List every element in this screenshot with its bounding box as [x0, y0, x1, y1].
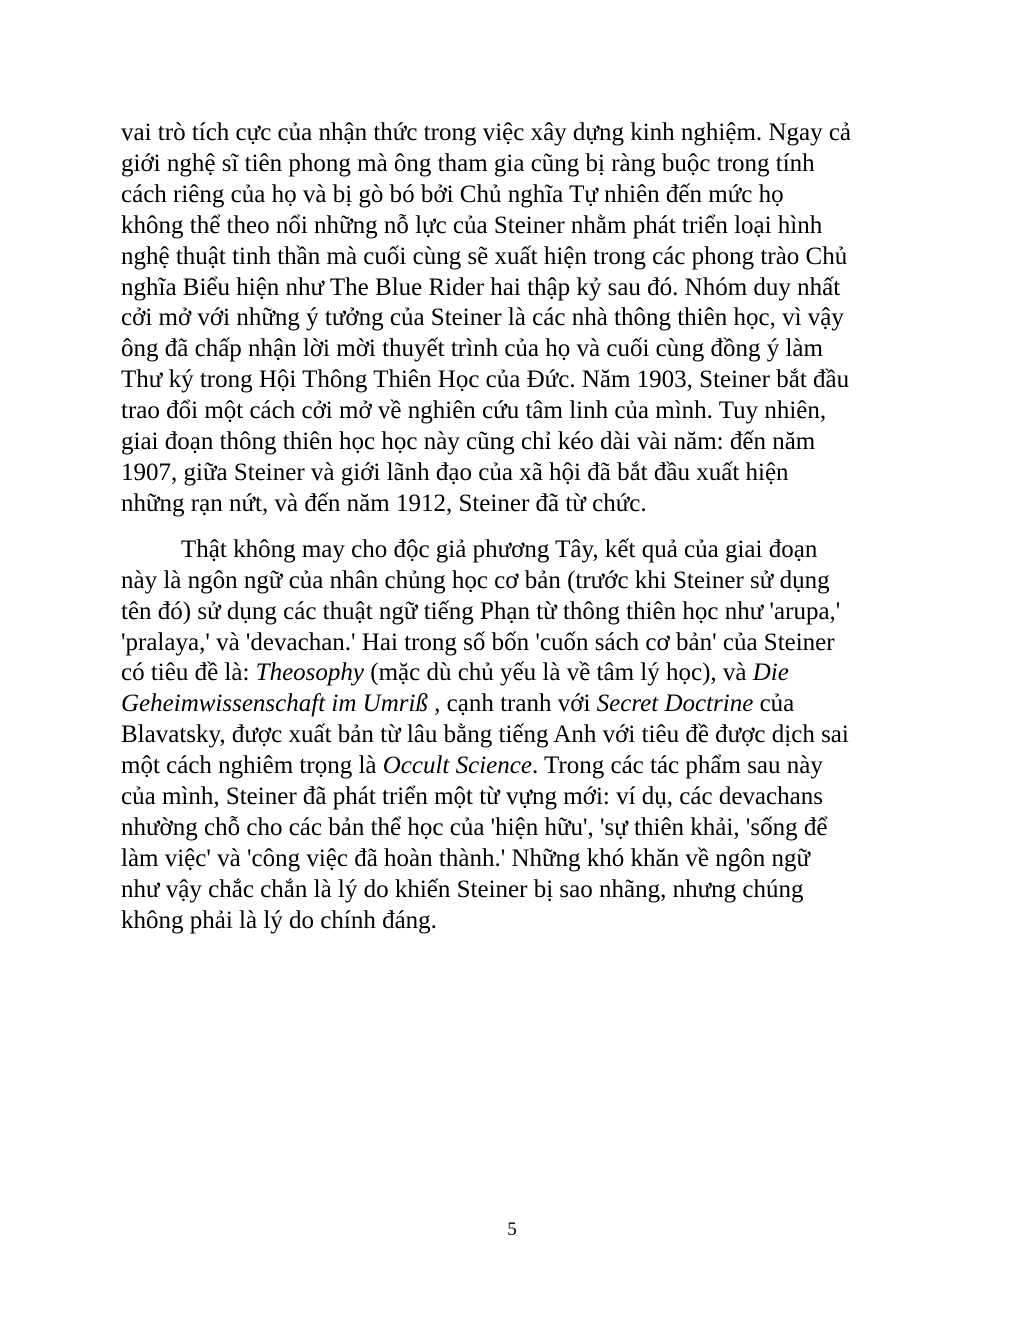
text-run: Blavatsky, được xuất bản từ lâu bằng tiếng Anh với tiêu đề được dịch sai — [121, 721, 849, 749]
text-line — [121, 273, 921, 304]
page-number: 5 — [507, 1219, 517, 1240]
text-line — [121, 875, 921, 906]
text-line — [121, 720, 921, 751]
text-run: cách riêng của họ và bị gò bó bởi Chủ nghĩa Tự nhiên đến mức họ — [121, 180, 784, 208]
text-run: ông đã chấp nhận lời mời thuyết trình của họ và cuối cùng đồng ý làm — [121, 335, 823, 363]
text-run: nhường chỗ cho các bản thể học của 'hiện hữu', 'sự thiên khải, 'sống để — [121, 813, 828, 841]
text-run: giai đoạn thông thiên học học này cũng chỉ kéo dài vài năm: đến năm — [121, 428, 816, 456]
text-run: 'pralaya,' và 'devachan.' Hai trong số bốn 'cuốn sách cơ bản' của Steiner — [121, 628, 835, 656]
text-run: Thư ký trong Hội Thông Thiên Học của Đức. Năm 1903, Steiner bắt đầu — [121, 366, 850, 394]
text-line — [121, 689, 921, 720]
text-line — [121, 535, 921, 566]
text-line — [121, 180, 921, 211]
text-run: tên đó) sử dụng các thuật ngữ tiếng Phạn từ thông thiên học như 'arupa,' — [121, 597, 841, 625]
text-line — [121, 489, 921, 520]
text-line — [121, 813, 921, 844]
text-run: không thể theo nổi những nỗ lực của Steiner nhằm phát triển loại hình — [121, 211, 823, 239]
text-line — [121, 566, 921, 597]
text-run: . Trong các tác phẩm sau này — [531, 752, 823, 780]
text-line — [121, 782, 921, 813]
text-run: một cách nghiêm trọng là — [121, 752, 383, 780]
text-line — [121, 118, 921, 149]
italic-title: Occult Science — [382, 752, 532, 780]
italic-title: Secret Doctrine — [596, 690, 754, 718]
text-line — [121, 628, 921, 659]
text-run: của mình, Steiner đã phát triển một từ vựng mới: ví dụ, các devachans — [121, 783, 823, 811]
text-line — [121, 334, 921, 365]
text-line — [121, 597, 921, 628]
text-line — [121, 211, 921, 242]
text-run: vai trò tích cực của nhận thức trong việc xây dựng kinh nghiệm. Ngay cả — [121, 119, 852, 146]
text-run: như vậy chắc chắn là lý do khiến Steiner bị sao nhãng, nhưng chúng — [121, 875, 804, 903]
text-line — [121, 844, 921, 875]
text-run: này là ngôn ngữ của nhân chủng học cơ bản (trước khi Steiner sử dụng — [121, 566, 830, 594]
text-run: cạnh tranh với — [440, 690, 597, 718]
text-line — [121, 751, 921, 782]
italic-title: Die — [752, 659, 789, 687]
text-run: có tiêu đề là: — [121, 659, 256, 687]
italic-title: Theosophy — [255, 659, 364, 687]
text-line — [121, 658, 921, 689]
text-run: trao đổi một cách cởi mở về nghiên cứu tâm linh của mình. Tuy nhiên, — [121, 397, 827, 425]
text-run: làm việc' và 'công việc đã hoàn thành.' Những khó khăn về ngôn ngữ — [121, 844, 811, 872]
paragraph — [121, 118, 921, 520]
text-line — [121, 242, 921, 273]
text-line — [121, 365, 921, 396]
text-line — [121, 149, 921, 180]
text-run: của — [753, 690, 795, 718]
italic-title: Geheimwissenschaft im Umriß , — [121, 690, 441, 718]
text-run: nghĩa Biểu hiện như The Blue Rider hai thập kỷ sau đó. Nhóm duy nhất — [121, 273, 841, 301]
text-run: (mặc dù chủ yếu là về tâm lý học), và — [364, 659, 753, 687]
text-run: Thật không may cho độc giả phương Tây, kết quả của giai đoạn — [181, 535, 818, 563]
text-line — [121, 458, 921, 489]
text-line — [121, 303, 921, 334]
text-run: nghệ thuật tinh thần mà cuối cùng sẽ xuất hiện trong các phong trào Chủ — [121, 242, 848, 270]
text-run: 1907, giữa Steiner và giới lãnh đạo của xã hội đã bắt đầu xuất hiện — [121, 458, 789, 486]
text-line — [121, 427, 921, 458]
text-line — [121, 906, 921, 937]
paragraph — [121, 535, 921, 937]
text-line — [121, 396, 921, 427]
text-run: không phải là lý do chính đáng. — [121, 906, 437, 934]
text-run: những rạn nứt, và đến năm 1912, Steiner đã từ chức. — [121, 489, 647, 517]
text-run: cởi mở với những ý tưởng của Steiner là các nhà thông thiên học, vì vậy — [121, 304, 844, 332]
text-run: giới nghệ sĩ tiên phong mà ông tham gia cũng bị ràng buộc trong tính — [121, 149, 815, 177]
body-text — [121, 118, 921, 937]
